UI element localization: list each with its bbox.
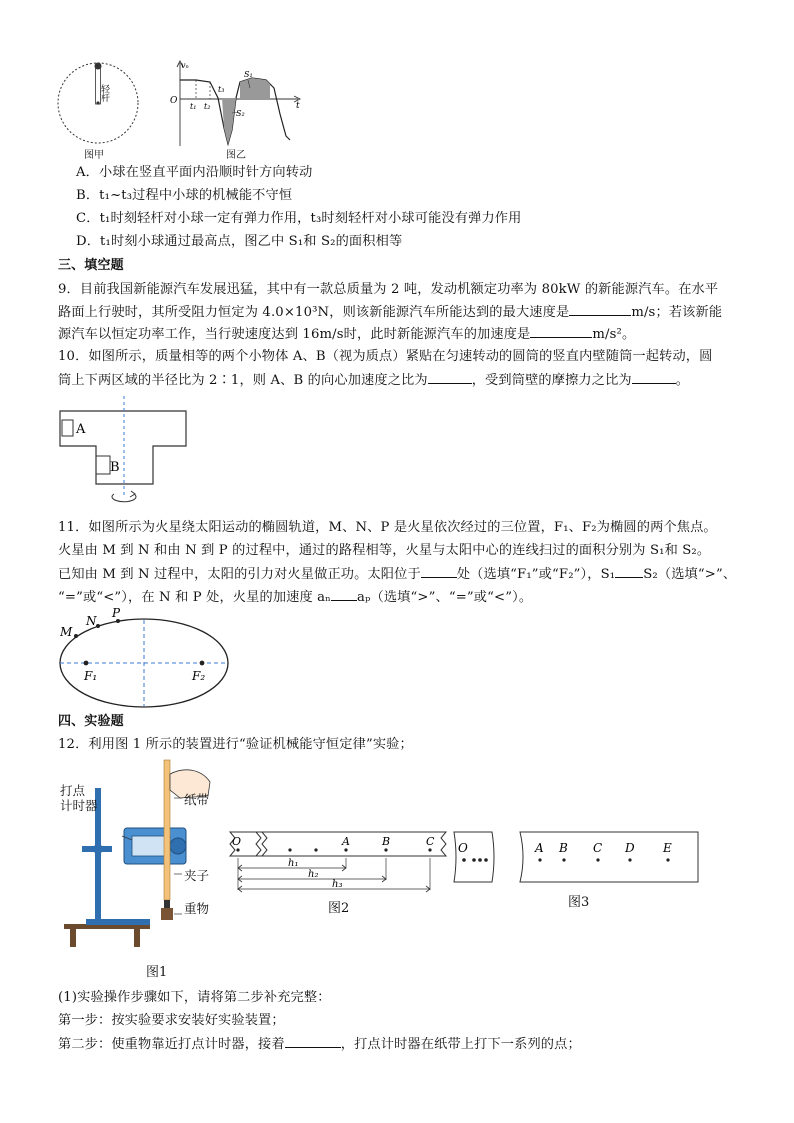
fig2-point-o: O	[232, 835, 242, 848]
q12-line1: 12．利用图 1 所示的装置进行“验证机械能守恒定律”实验；	[58, 737, 413, 752]
fig3-point-o: O	[458, 841, 468, 855]
q8-option-c: C．t₁时刻轻杆对小球一定有弹力作用，t₃时刻轻杆对小球可能没有弹力作用	[76, 211, 522, 226]
q9-line1: 9．目前我国新能源汽车发展迅猛，其中有一款总质量为 2 吨，发动机额定功率为 80kW 的新能源汽车。在水平	[58, 282, 719, 297]
fig-jia-caption: 图甲	[84, 150, 104, 161]
q8-option-b: B．t₁~t₃过程中小球的机械能不守恒	[76, 188, 293, 203]
answer-blank	[530, 325, 592, 338]
origin-label: O	[170, 96, 178, 106]
h2-label: h₂	[308, 869, 319, 880]
fig2-caption: 图2	[328, 901, 350, 916]
object-b-label: B	[110, 460, 120, 475]
q10-line1: 10．如图所示，质量相等的两个小物体 A、B（视为质点）紧贴在匀速转动的圆筒的竖直内壁随筒一起转动，圆	[58, 349, 713, 364]
s2-label: S₂	[236, 109, 245, 118]
clip-label: 夹子	[184, 868, 210, 883]
figure-jia	[56, 60, 146, 160]
tape-figure-2	[226, 828, 454, 896]
answer-blank	[428, 371, 472, 384]
q10-line2: 筒上下两区域的半径比为 2∶1，则 A、B 的向心加速度之比为 ，受到筒壁的摩擦力之比为 。	[58, 373, 690, 388]
section-fill-in: 三、填空题	[58, 258, 124, 273]
fig3-point-c: C	[593, 841, 603, 855]
fig2-point-c: C	[426, 835, 435, 848]
tape-label: 纸带	[184, 792, 210, 807]
q11-line4: “=”或“<”），在 N 和 P 处，火星的加速度 aₙ aₚ（选填“>”、“=”或“<”）。	[58, 590, 533, 605]
focus-f1-label: F₁	[84, 669, 98, 683]
t-axis-label: t	[296, 101, 300, 111]
fig3-point-a: A	[535, 841, 544, 855]
focus-f2-label: F₂	[192, 669, 206, 683]
t2-label: t₂	[204, 102, 211, 111]
h3-label: h₃	[332, 879, 343, 890]
point-m-label: M	[60, 625, 73, 639]
fig2-point-a: A	[342, 835, 350, 848]
section-experiment: 四、实验题	[58, 714, 124, 729]
t1-label: t₁	[190, 102, 197, 111]
fig3-caption: 图3	[568, 895, 590, 910]
q11-line2: 火星由 M 到 N 和由 N 到 P 的过程中，通过的路程相等，火星与太阳中心的连线扫过的面积分别为 S₁和 S₂。	[58, 543, 711, 558]
fig2-point-b: B	[382, 835, 391, 848]
fig3-point-b: B	[559, 841, 568, 855]
answer-blank	[331, 588, 357, 601]
q11-line3: 已知由 M 到 N 过程中，太阳的引力对火星做正功。太阳位于 处（选填“F₁”或“F₂”），S₁ S₂（选填“>”、	[58, 567, 737, 582]
answer-blank	[569, 303, 631, 316]
h1-label: h₁	[288, 858, 299, 869]
point-p-label: P	[112, 606, 121, 620]
q8-option-d: D．t₁时刻小球通过最高点，图乙中 S₁和 S₂的面积相等	[76, 234, 403, 249]
q9-line3: 源汽车以恒定功率工作，当行驶速度达到 16m/s时，此时新能源汽车的加速度是 m/s²。	[58, 327, 636, 342]
q11-line1: 11．如图所示为火星绕太阳运动的椭圆轨道，M、N、P 是火星依次经过的三位置，F₁、F₂为椭圆的两个焦点。	[58, 520, 717, 535]
s1-label: S₁	[244, 70, 253, 79]
cylinder-figure	[58, 394, 198, 512]
figure-yi	[166, 58, 306, 154]
fig3-point-d: D	[625, 841, 635, 855]
fig1-caption: 图1	[146, 965, 168, 980]
q9-line2: 路面上行驶时，其所受阻力恒定为 4.0×10³N，则该新能源汽车所能达到的最大速度是 m/s；若该新能	[58, 305, 723, 320]
weight-label: 重物	[184, 901, 210, 916]
rod-label: 轻杆	[99, 84, 109, 102]
point-n-label: N	[86, 614, 97, 628]
answer-blank	[615, 565, 643, 578]
fig-yi-caption: 图乙	[226, 150, 246, 161]
object-a-label: A	[76, 422, 86, 437]
timer-label: 打点 计时器	[60, 783, 98, 813]
answer-blank	[421, 565, 457, 578]
answer-blank	[632, 371, 676, 384]
q8-option-a: A．小球在竖直平面内沿顺时针方向转动	[76, 165, 313, 180]
v-axis-label: vₙ	[181, 61, 189, 70]
ellipse-orbit-figure	[54, 606, 234, 714]
q12-part1: (1)实验操作步骤如下，请将第二步补充完整：	[58, 990, 331, 1005]
t3-label: t₃	[218, 85, 225, 94]
fig3-point-e: E	[663, 841, 672, 855]
q12-step1: 第一步：按实验要求安装好实验装置；	[58, 1013, 285, 1028]
q12-step2: 第二步：使重物靠近打点计时器，接着 ，打点计时器在纸带上打下一系列的点；	[58, 1037, 581, 1052]
tape-figure-3	[452, 830, 702, 890]
answer-blank	[285, 1035, 341, 1048]
